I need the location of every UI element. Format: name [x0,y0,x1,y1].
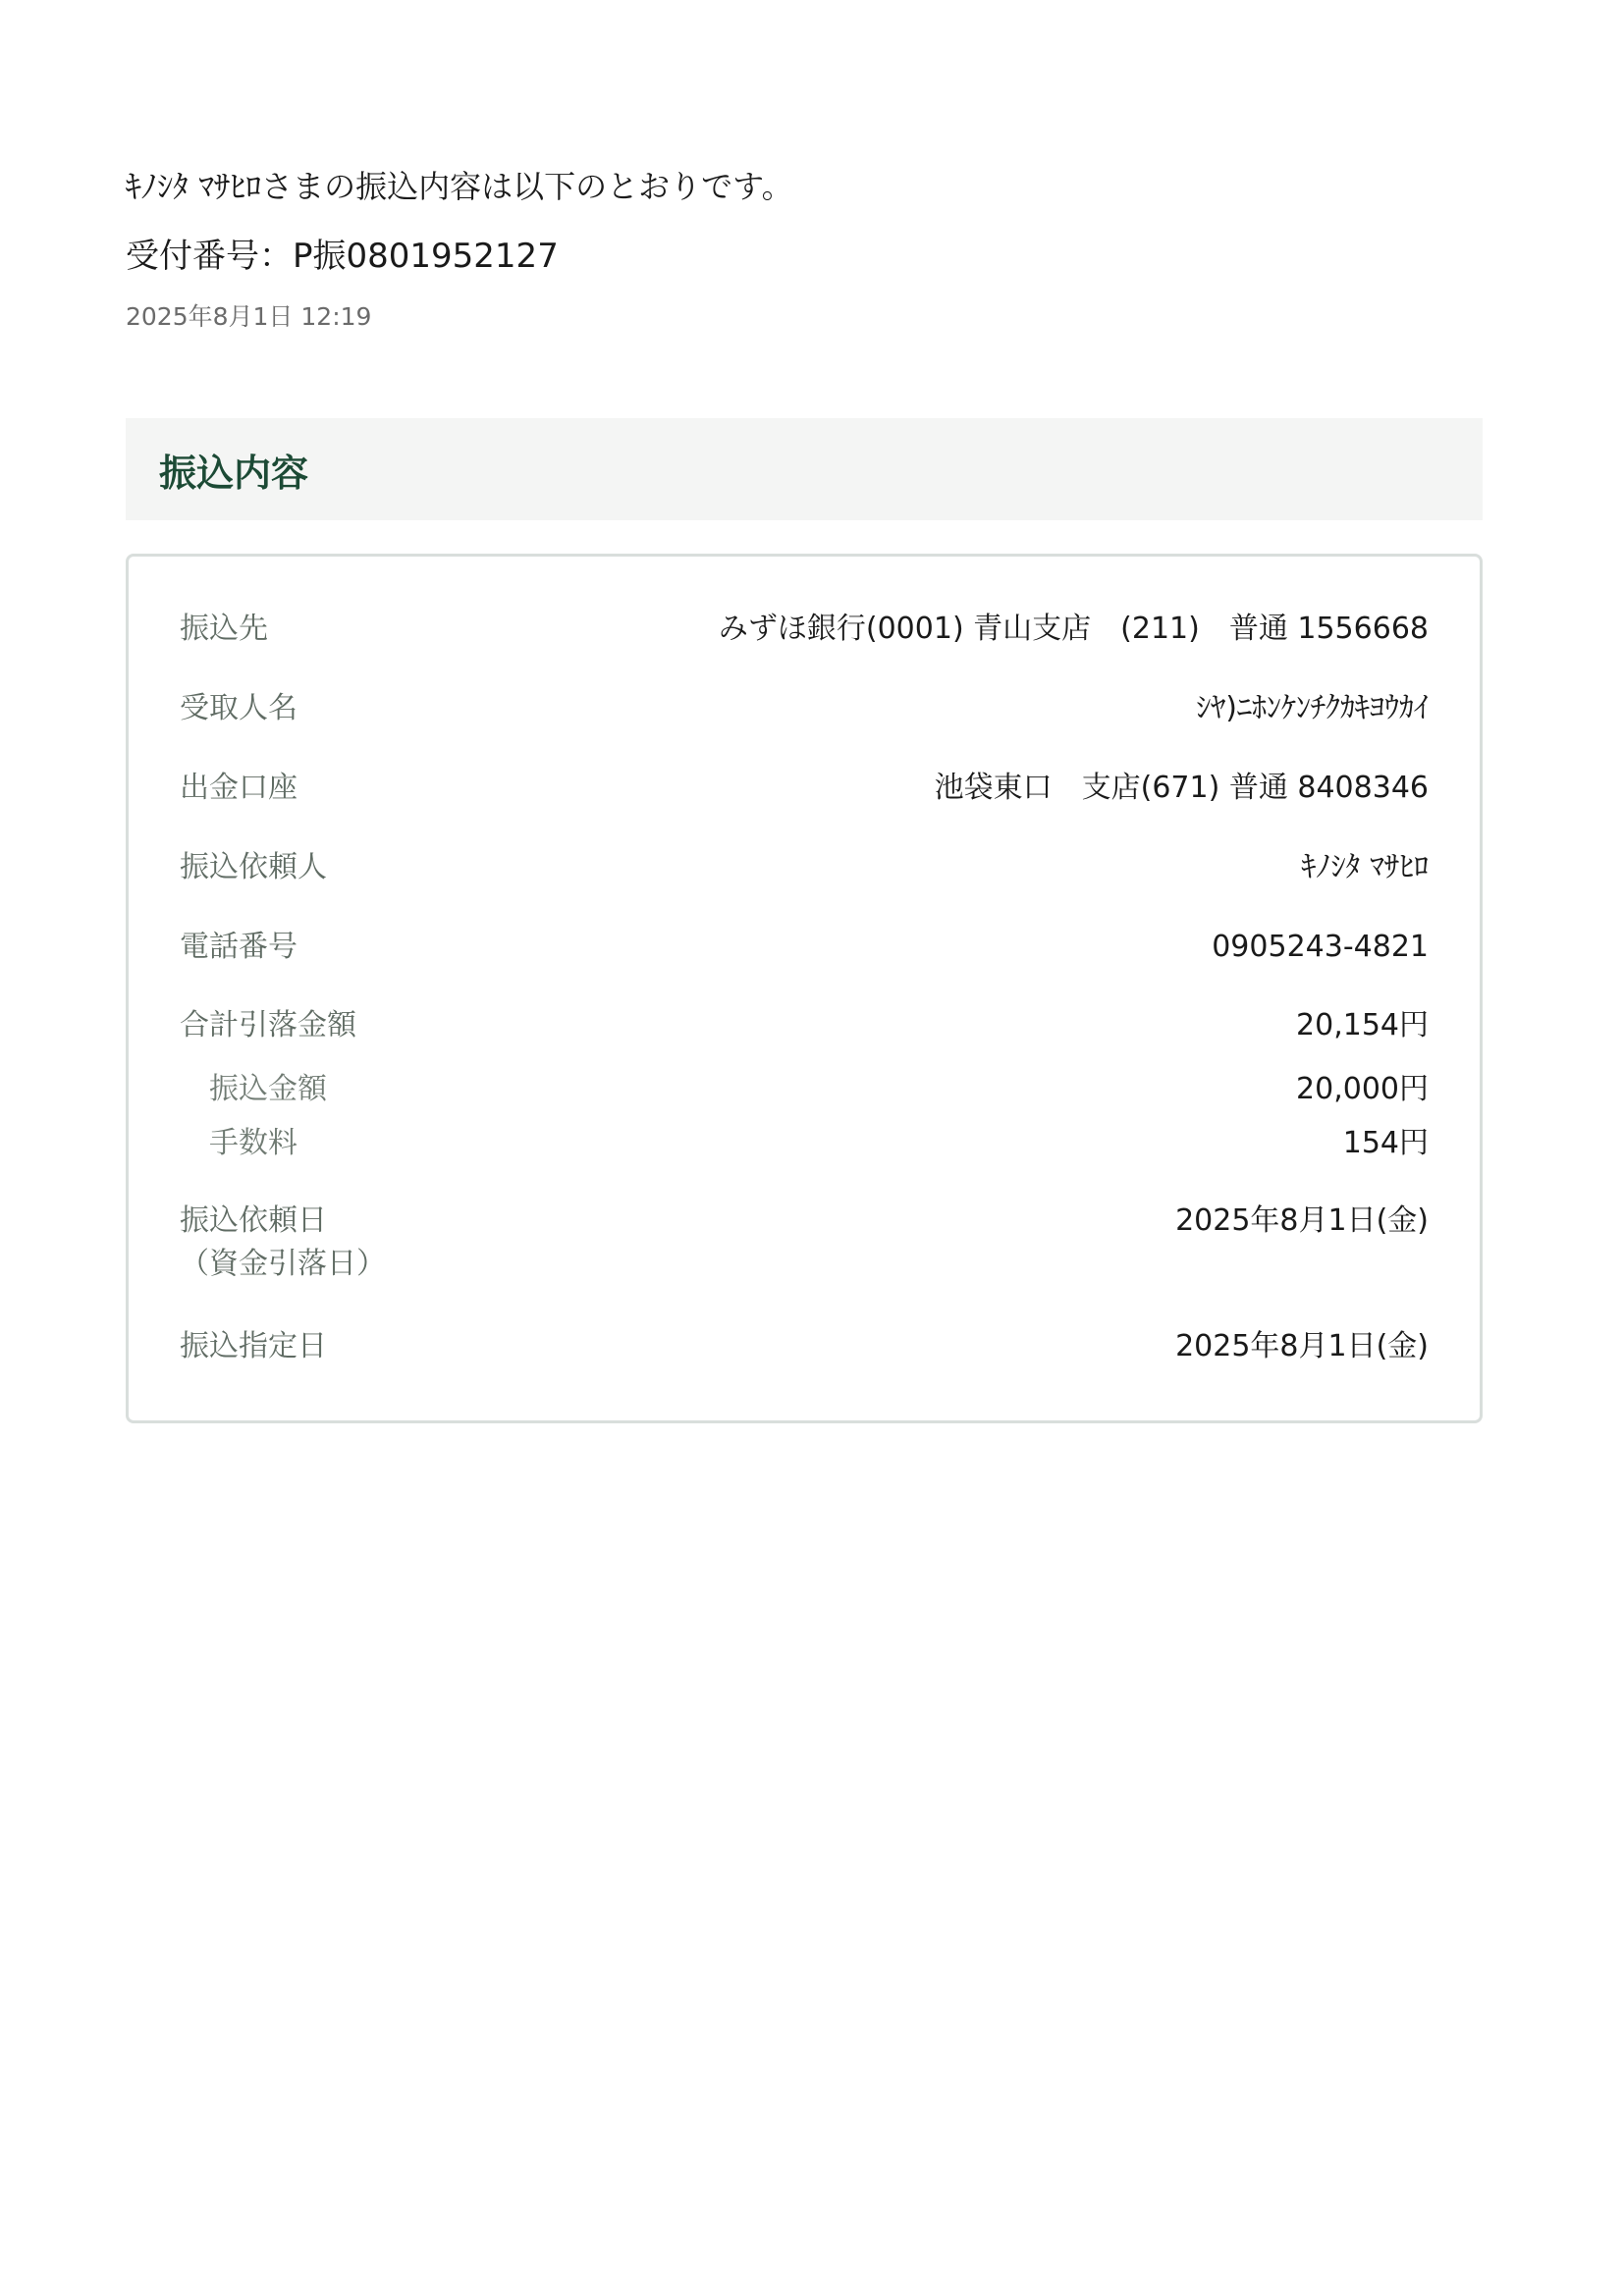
transfer-amount-value: 20,000円 [1296,1072,1429,1106]
request-date-label-group [180,1200,386,1286]
requester-value: ｷﾉｼﾀ ﾏｻﾋﾛ [1301,850,1429,884]
requester-label: 振込依頼人 [180,850,327,884]
phone-value: 0905243-4821 [1212,930,1429,964]
request-date-label: 振込依頼日 [180,1203,327,1238]
request-date-value: 2025年8月1日(金) [1175,1203,1429,1238]
request-date-sublabel: （資金引落日） [180,1247,386,1281]
payee-value: みずほ銀行(0001) 青山支店 (211) 普通 1556668 [718,612,1429,646]
row-phone [180,926,1429,969]
row-designated-date [180,1325,1429,1368]
designated-date-value: 2025年8月1日(金) [1175,1329,1429,1363]
timestamp: 2025年8月1日 12:19 [126,302,372,331]
designated-date-label: 振込指定日 [180,1329,327,1363]
fee-value: 154円 [1342,1126,1429,1160]
fee-label: 手数料 [209,1126,298,1160]
row-total-debit [180,1004,1429,1047]
total-debit-label: 合計引落金額 [180,1008,356,1042]
recipient-name-value: ｼﾔ)ﾆﾎﾝｹﾝﾁｸｶｷﾖｳｶｲ [1196,691,1429,725]
recipient-name-label: 受取人名 [180,691,298,725]
total-debit-value: 20,154円 [1296,1008,1429,1042]
transfer-details-card [126,554,1483,1423]
receipt-number: 受付番号：P振0801952127 [126,237,559,276]
transfer-amount-label: 振込金額 [209,1072,327,1106]
withdrawal-account-label: 出金口座 [180,771,298,805]
row-requester [180,846,1429,889]
section-title: 振込内容 [159,451,309,495]
row-transfer-amount [180,1068,1429,1111]
withdrawal-account-value: 池袋東口 支店(671) 普通 8408346 [934,771,1429,805]
row-request-date [180,1200,1429,1286]
row-withdrawal-account [180,767,1429,810]
row-payee [180,608,1429,651]
section-header [126,418,1483,520]
intro-text: ｷﾉｼﾀ ﾏｻﾋﾛさまの振込内容は以下のとおりです。 [126,168,793,205]
row-fee [180,1122,1429,1165]
row-recipient-name [180,687,1429,730]
phone-label: 電話番号 [180,930,298,964]
payee-label: 振込先 [180,612,268,646]
